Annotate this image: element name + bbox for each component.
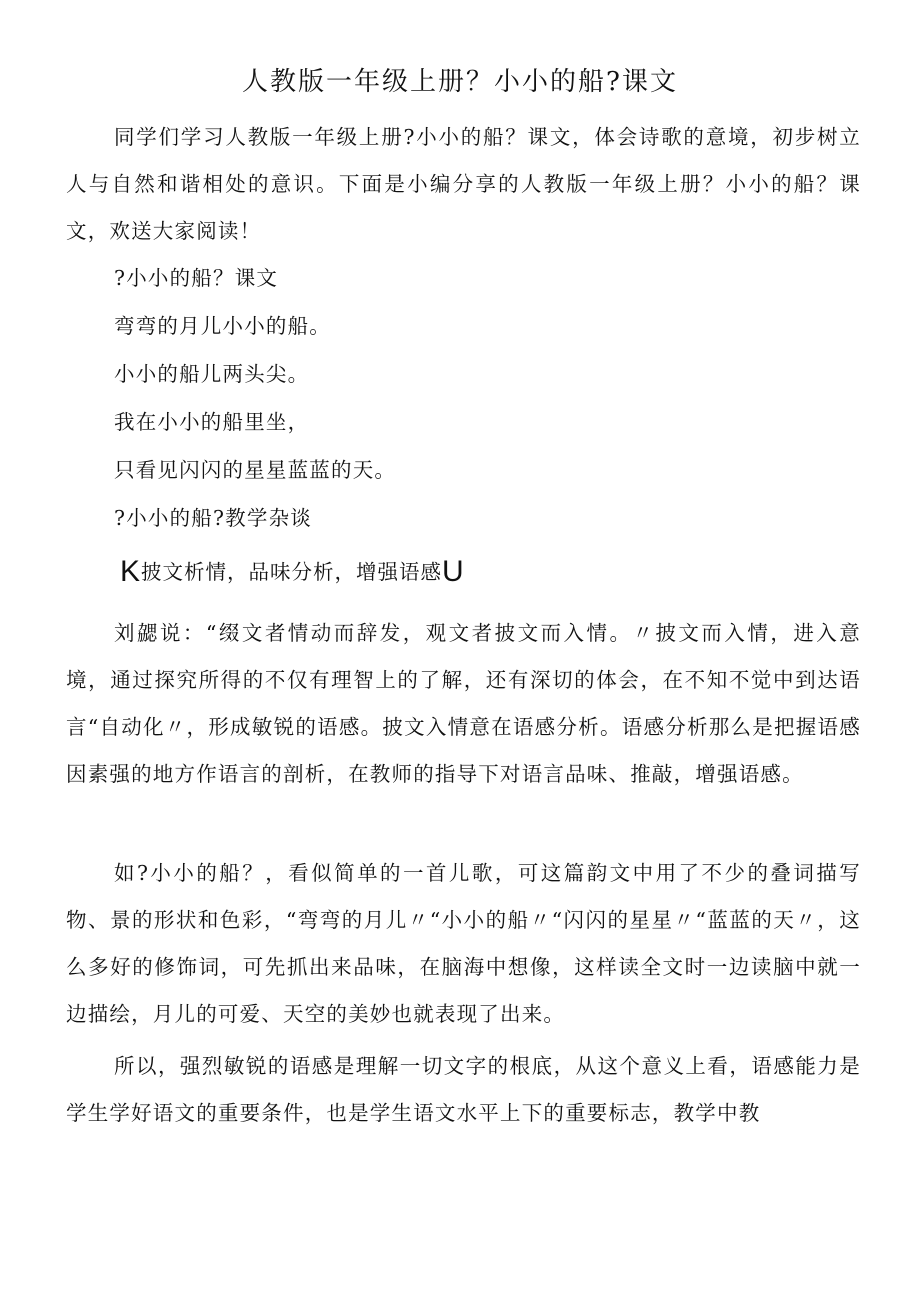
section-open-mark: K bbox=[120, 555, 142, 588]
body-paragraph: 所以，强烈敏锐的语感是理解一切文字的根底，从这个意义上看，语感能力是学生学好语文的重要条件，也是学生语文水平上下的重要标志，教学中教 bbox=[66, 1054, 861, 1125]
section-heading-text: 披文析情，品味分析，增强语感 bbox=[141, 560, 443, 584]
poem-heading: ?小小的船？课文 bbox=[114, 266, 279, 290]
intro-paragraph: 同学们学习人教版一年级上册?小小的船？课文，体会诗歌的意境，初步树立人与自然和谐相处的意识。下面是小编分享的人教版一年级上册？小小的船？课文，欢送大家阅读！ bbox=[66, 125, 861, 243]
section-close-mark: U bbox=[442, 555, 465, 588]
poem-line: 弯弯的月儿小小的船。 bbox=[114, 314, 331, 338]
teaching-talk-heading: ?小小的船?教学杂谈 bbox=[114, 506, 312, 530]
section-heading bbox=[120, 552, 465, 592]
poem-line: 小小的船儿两头尖。 bbox=[114, 362, 310, 386]
poem-line: 我在小小的船里坐， bbox=[114, 410, 310, 434]
page-title: 人教版一年级上册？小小的船?课文 bbox=[242, 67, 678, 97]
body-paragraph: 刘勰说：“缀文者情动而辞发，观文者披文而入情。〃披文而入情，进入意境，通过探究所得的不仅有理智上的了解，还有深切的体会，在不知不觉中到达语言“自动化〃，形成敏锐的语感。披文入情意在语感分析。语感分析那么是把握语感因素强的地方作语言的剖析，在教师的指导下对语言品味、推敲，增强语感。 bbox=[66, 621, 861, 786]
body-paragraph: 如?小小的船？，看似简单的一首儿歌，可这篇韵文中用了不少的叠词描写物、景的形状和色彩，“弯弯的月儿〃“小小的船〃“闪闪的星星〃“蓝蓝的天〃，这么多好的修饰词，可先抓出来品味，在脑海中想像，这样读全文时一边读脑中就一边描绘，月儿的可爱、天空的美妙也就表现了出来。 bbox=[66, 861, 861, 1026]
poem-line: 只看见闪闪的星星蓝蓝的天。 bbox=[114, 458, 397, 482]
